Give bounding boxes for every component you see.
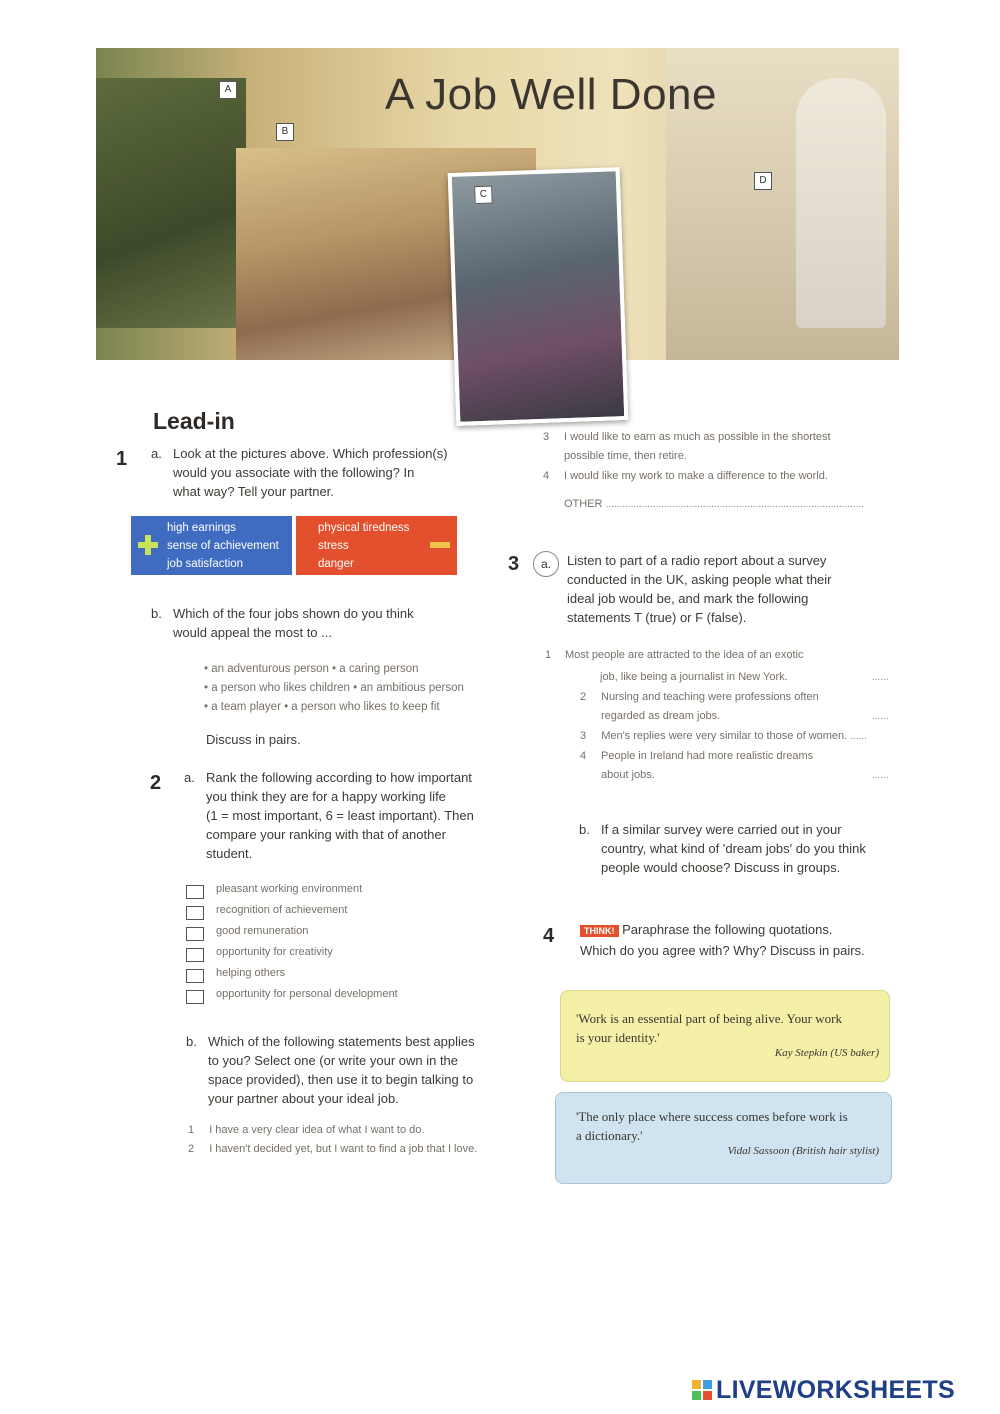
rank-box-3[interactable] — [186, 927, 204, 941]
page-title: A Job Well Done — [385, 70, 717, 119]
quote-card-1: 'Work is an essential part of being alive. Your work is your identity.' Kay Stepkin (US baker) — [560, 990, 890, 1082]
positive-panel — [131, 516, 292, 575]
ex3-b-text: If a similar survey were carried out in your country, what kind of 'dream jobs' do you think people would choose? Discuss in groups. — [601, 822, 866, 875]
rank-box-1[interactable] — [186, 885, 204, 899]
ex1-discuss: Discuss in pairs. — [206, 732, 301, 747]
tf-statement-2: 2 Nursing and teaching were professions often regarded as dream jobs. ...... — [580, 688, 586, 707]
plus-icon — [137, 534, 159, 556]
photo-mechanic — [448, 167, 629, 426]
tf-statement-4: 4 People in Ireland had more realistic dreams about jobs. ...... — [580, 747, 586, 766]
quote-author-2: Vidal Sassoon (British hair stylist) — [727, 1145, 879, 1157]
negative-items: physical tiredness stress danger — [318, 522, 410, 570]
exercise-number-1: 1 — [116, 448, 128, 470]
ex3-a-text: Listen to part of a radio report about a survey conducted in the UK, asking people what their ideal job would be, and mark the following statements T (true) or F (false). — [567, 553, 832, 625]
answer-blank-4[interactable]: ...... — [872, 770, 889, 781]
ex3-b-label: b. — [579, 822, 590, 837]
doctor-figure — [796, 78, 886, 328]
logo-text: LIVEWORKSHEETS — [716, 1376, 955, 1404]
photo-label-d: D — [754, 172, 772, 190]
other-field[interactable]: OTHER ............................................................................................. — [564, 498, 864, 510]
ex1-a-text: Look at the pictures above. Which profession(s) would you associate with the following? In what way? Tell your partner. — [173, 446, 448, 499]
logo-icon — [692, 1380, 712, 1400]
negative-panel — [296, 516, 457, 575]
section-heading: Lead-in — [153, 408, 235, 434]
ex1-b-text: Which of the four jobs shown do you think would appeal the most to ... — [173, 606, 414, 640]
ex2-a-label: a. — [184, 770, 195, 785]
photo-label-c: C — [474, 186, 493, 205]
think-badge: THINK! — [580, 925, 619, 937]
ex2-b-label: b. — [186, 1034, 197, 1049]
liveworksheets-logo — [692, 1376, 988, 1404]
exercise-number-4: 4 — [543, 925, 555, 947]
rank-box-6[interactable] — [186, 990, 204, 1004]
photo-soldiers — [96, 78, 246, 328]
ex1-a-label: a. — [151, 446, 162, 461]
photo-label-b: B — [276, 123, 294, 141]
quote-author-1: Kay Stepkin (US baker) — [774, 1047, 879, 1059]
photo-label-a: A — [219, 81, 237, 99]
minus-icon — [430, 542, 450, 548]
exercise-number-3: 3 — [508, 553, 520, 575]
ex1-b-label: b. — [151, 606, 162, 621]
answer-blank-2[interactable]: ...... — [872, 711, 889, 722]
positive-items: high earnings sense of achievement job satisfaction — [167, 522, 279, 570]
quote-card-2: 'The only place where success comes before work is a dictionary.' Vidal Sassoon (British hair stylist) — [555, 1092, 892, 1184]
rank-box-4[interactable] — [186, 948, 204, 962]
statement-4: 4 I would like my work to make a difference to the world. — [543, 470, 828, 482]
statement-1: 1 I have a very clear idea of what I want to do. — [188, 1124, 425, 1136]
tf-statement-3: 3 Men's replies were very similar to those of women. ...... — [580, 730, 867, 742]
answer-blank-3[interactable]: ...... — [850, 731, 867, 742]
rank-box-5[interactable] — [186, 969, 204, 983]
statement-3: 3 I would like to earn as much as possible in the shortest possible time, then retire. — [543, 431, 831, 462]
ex4-text: THINK! Paraphrase the following quotations. Which do you agree with? Why? Discuss in pairs. — [580, 922, 865, 958]
audio-icon[interactable]: a. — [533, 551, 559, 577]
ex2-a-text: Rank the following according to how important you think they are for a happy working life (1 = most important, 6 = least important). Then compare your ranking with that of another student. — [206, 770, 474, 861]
exercise-number-2: 2 — [150, 772, 162, 794]
rank-box-2[interactable] — [186, 906, 204, 920]
statement-2: 2 I haven't decided yet, but I want to find a job that I love. — [188, 1143, 478, 1155]
answer-blank-1[interactable]: ...... — [872, 672, 889, 683]
tf-statement-1: 1 Most people are attracted to the idea of an exotic job, like being a journalist in New York. ...... — [545, 646, 551, 665]
ex1-bullets: • an adventurous person • a caring person • a person who likes children • an ambitious person • a team player • a person who likes to keep fit — [204, 663, 464, 713]
ex2-b-text: Which of the following statements best applies to you? Select one (or write your own in the space provided), then use it to begin talking to your partner about your ideal job. — [208, 1034, 475, 1106]
